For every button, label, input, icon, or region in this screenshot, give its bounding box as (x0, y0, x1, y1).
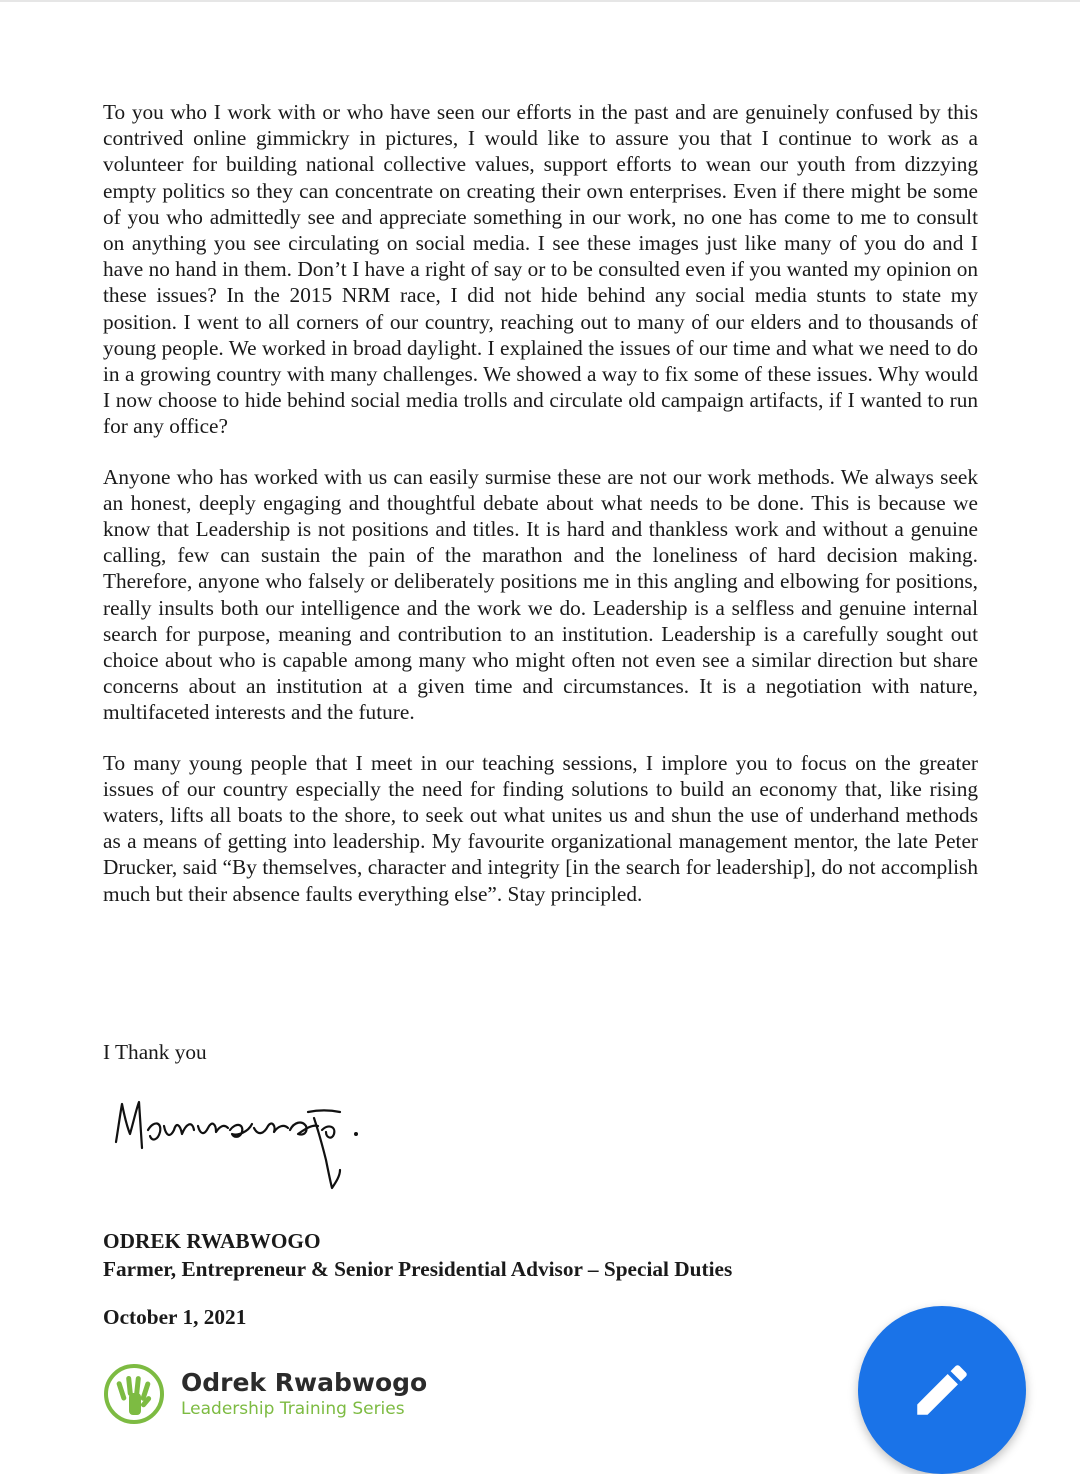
letter-paragraph-2: Anyone who has worked with us can easily surmise these are not our work methods. We always seek an honest, deeply engaging and thoughtful debate about what needs to be done. This is because we know that Leadership is not positions and titles. It is hard and thankless work and without a genuine calling, few can sustain the pain of the marathon and the loneliness of hard decision making. Therefore, anyone who falsely or deliberately positions me in this angling and elbowing for positions, really insults both our intelligence and the work we do. Leadership is a selfless and genuine internal search for purpose, meaning and contribution to an institution. Leadership is a carefully sought out choice about who is capable among many who might often not even see a similar direction but share concerns about an institution at a given time and circumstances. It is a negotiation with nature, multifaceted interests and the future. (103, 464, 978, 725)
brand-footer (103, 1363, 427, 1425)
letter-paragraph-1: To you who I work with or who have seen our efforts in the past and are genuinely confused by this contrived online gimmickry in pictures, I would like to assure you that I continue to work as a volunteer for building national collective values, support efforts to wean our youth from dizzying empty politics so they can concentrate on creating their own enterprises. Even if there might be some of you who admittedly see and appreciate something in our work, no one has come to me to consult on anything you see circulating on social media. I see these images just like many of you do and I have no hand in them. Don’t I have a right of say or to be consulted even if you wanted my opinion on these issues? In the 2015 NRM race, I did not hide behind any social media stunts to state my position. I went to all corners of our country, reaching out to many of our elders and to thousands of young people. We worked in broad daylight. I explained the issues of our time and what we need to do in a growing country with many challenges. We showed a way to fix some of these issues. Why would I now choose to hide behind social media trolls and circulate old campaign artifacts, if I wanted to run for any office? (103, 100, 978, 439)
letter-body (103, 99, 978, 931)
signer-name: ODREK RWABWOGO (103, 1229, 321, 1253)
top-divider (0, 0, 1080, 2)
handwritten-signature (108, 1090, 378, 1200)
letter-paragraph-3: To many young people that I meet in our teaching sessions, I implore you to focus on the greater issues of our country especially the need for finding solutions to build an economy that, like rising waters, lifts all boats to the shore, to seek out what unites us and shun the use of underhand methods as a means of getting into leadership. My favourite organizational management mentor, the late Peter Drucker, said “By themselves, character and integrity [in the search for leadership], do not accomplish much but their absence faults everything else”. Stay principled. (103, 750, 978, 906)
brand-name: Odrek Rwabwogo (181, 1368, 428, 1397)
letter-date: October 1, 2021 (103, 1305, 247, 1329)
brand-text (181, 1368, 427, 1420)
brand-tagline: Leadership Training Series (181, 1399, 405, 1419)
pencil-edit-icon (909, 1357, 975, 1423)
signer-block (103, 1227, 732, 1283)
hand-in-circle-icon (103, 1363, 165, 1425)
edit-fab-button[interactable] (858, 1306, 1026, 1474)
signer-title: Farmer, Entrepreneur & Senior Presidential Advisor – Special Duties (103, 1257, 733, 1281)
closing-line: I Thank you (103, 1040, 207, 1064)
